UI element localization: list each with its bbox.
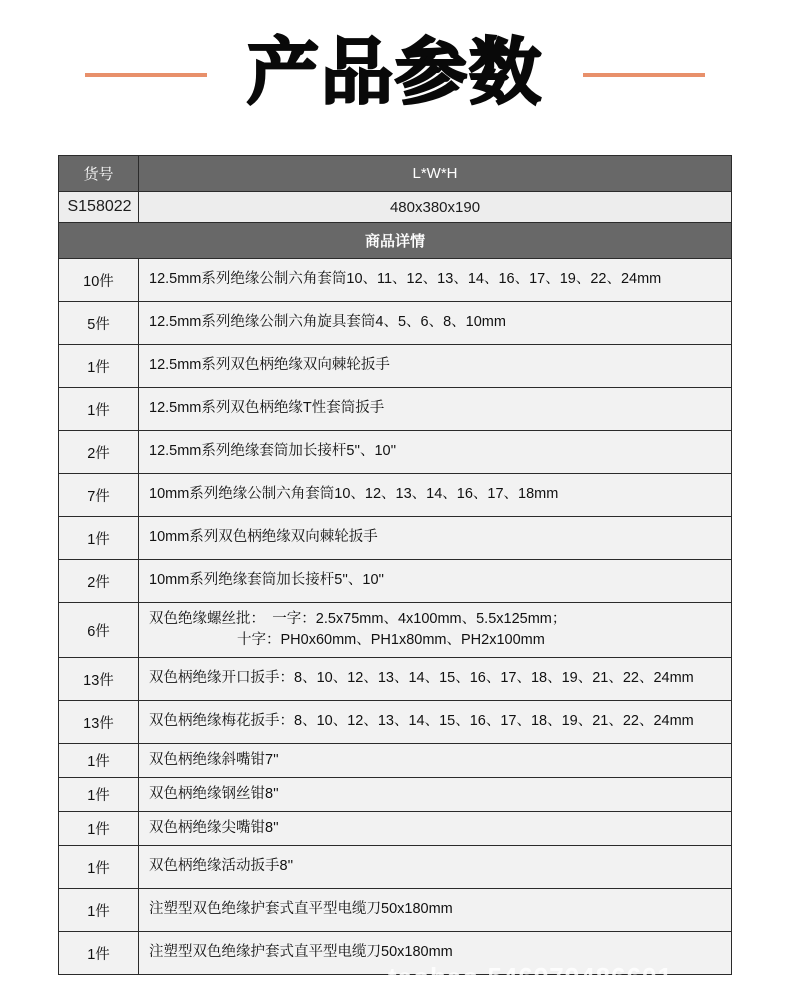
row-description: 12.5mm系列双色柄绝缘双向棘轮扳手 bbox=[139, 345, 732, 388]
row-description: 双色柄绝缘开口扳手：8、10、12、13、14、15、16、17、18、19、21、22、24mm bbox=[139, 658, 732, 701]
row-quantity: 13件 bbox=[59, 658, 139, 701]
title-rule-right bbox=[583, 73, 705, 77]
table-row bbox=[59, 302, 732, 345]
row-description bbox=[139, 603, 732, 658]
product-code-value: S158022 bbox=[59, 192, 139, 223]
watermark-text: taobao 546979486601 bbox=[388, 962, 673, 992]
row-description: 双色柄绝缘钢丝钳8'' bbox=[139, 778, 732, 812]
table-row bbox=[59, 431, 732, 474]
table-row bbox=[59, 517, 732, 560]
table-row bbox=[59, 932, 732, 975]
row-description: 12.5mm系列绝缘套筒加长接杆5''、10'' bbox=[139, 431, 732, 474]
row-description-line-1: 双色绝缘螺丝批： 一字：2.5x75mm、4x100mm、5.5x125mm； bbox=[149, 610, 567, 627]
row-description: 12.5mm系列绝缘公制六角套筒10、11、12、13、14、16、17、19、22、24mm bbox=[139, 259, 732, 302]
row-description: 10mm系列双色柄绝缘双向棘轮扳手 bbox=[139, 517, 732, 560]
row-quantity: 13件 bbox=[59, 701, 139, 744]
row-quantity: 2件 bbox=[59, 431, 139, 474]
row-description: 双色柄绝缘斜嘴钳7'' bbox=[139, 744, 732, 778]
row-quantity: 1件 bbox=[59, 388, 139, 431]
row-description: 12.5mm系列双色柄绝缘T性套筒扳手 bbox=[139, 388, 732, 431]
row-description: 双色柄绝缘梅花扳手：8、10、12、13、14、15、16、17、18、19、21、22、24mm bbox=[139, 701, 732, 744]
row-quantity: 1件 bbox=[59, 812, 139, 846]
table-row bbox=[59, 778, 732, 812]
row-quantity: 1件 bbox=[59, 889, 139, 932]
row-quantity: 5件 bbox=[59, 302, 139, 345]
table-row bbox=[59, 345, 732, 388]
header-cell-code: 货号 bbox=[59, 156, 139, 192]
spec-table-body bbox=[59, 156, 732, 975]
row-quantity: 2件 bbox=[59, 560, 139, 603]
row-quantity: 1件 bbox=[59, 932, 139, 975]
row-quantity: 7件 bbox=[59, 474, 139, 517]
header-cell-dimensions: L*W*H bbox=[139, 156, 732, 192]
row-description: 注塑型双色绝缘护套式直平型电缆刀50x180mm bbox=[139, 932, 732, 975]
table-row bbox=[59, 701, 732, 744]
row-description: 10mm系列绝缘公制六角套筒10、12、13、14、16、17、18mm bbox=[139, 474, 732, 517]
details-header-label: 商品详情 bbox=[59, 223, 732, 259]
row-quantity: 1件 bbox=[59, 345, 139, 388]
row-description: 双色柄绝缘尖嘴钳8'' bbox=[139, 812, 732, 846]
details-header-row bbox=[59, 223, 732, 259]
page-title: 产品参数 bbox=[246, 30, 543, 114]
table-row bbox=[59, 658, 732, 701]
row-description: 12.5mm系列绝缘公制六角旋具套筒4、5、6、8、10mm bbox=[139, 302, 732, 345]
table-row bbox=[59, 388, 732, 431]
product-spec-table bbox=[58, 155, 732, 975]
row-quantity: 1件 bbox=[59, 778, 139, 812]
table-row bbox=[59, 744, 732, 778]
product-dimensions-value: 480x380x190 bbox=[139, 192, 732, 223]
row-quantity: 1件 bbox=[59, 846, 139, 889]
table-row bbox=[59, 889, 732, 932]
row-quantity: 1件 bbox=[59, 517, 139, 560]
table-header-row bbox=[59, 156, 732, 192]
model-row bbox=[59, 192, 732, 223]
table-row bbox=[59, 560, 732, 603]
table-row bbox=[59, 812, 732, 846]
row-description: 注塑型双色绝缘护套式直平型电缆刀50x180mm bbox=[139, 889, 732, 932]
row-quantity: 6件 bbox=[59, 603, 139, 658]
table-row bbox=[59, 474, 732, 517]
row-description: 10mm系列绝缘套筒加长接杆5''、10'' bbox=[139, 560, 732, 603]
table-row bbox=[59, 259, 732, 302]
page-title-block bbox=[0, 0, 790, 150]
row-quantity: 10件 bbox=[59, 259, 139, 302]
row-quantity: 1件 bbox=[59, 744, 139, 778]
row-description: 双色柄绝缘活动扳手8'' bbox=[139, 846, 732, 889]
table-row bbox=[59, 846, 732, 889]
title-rule-left bbox=[85, 73, 207, 77]
table-row bbox=[59, 603, 732, 658]
row-description-line-2: 十字：PH0x60mm、PH1x80mm、PH2x100mm bbox=[237, 632, 545, 648]
